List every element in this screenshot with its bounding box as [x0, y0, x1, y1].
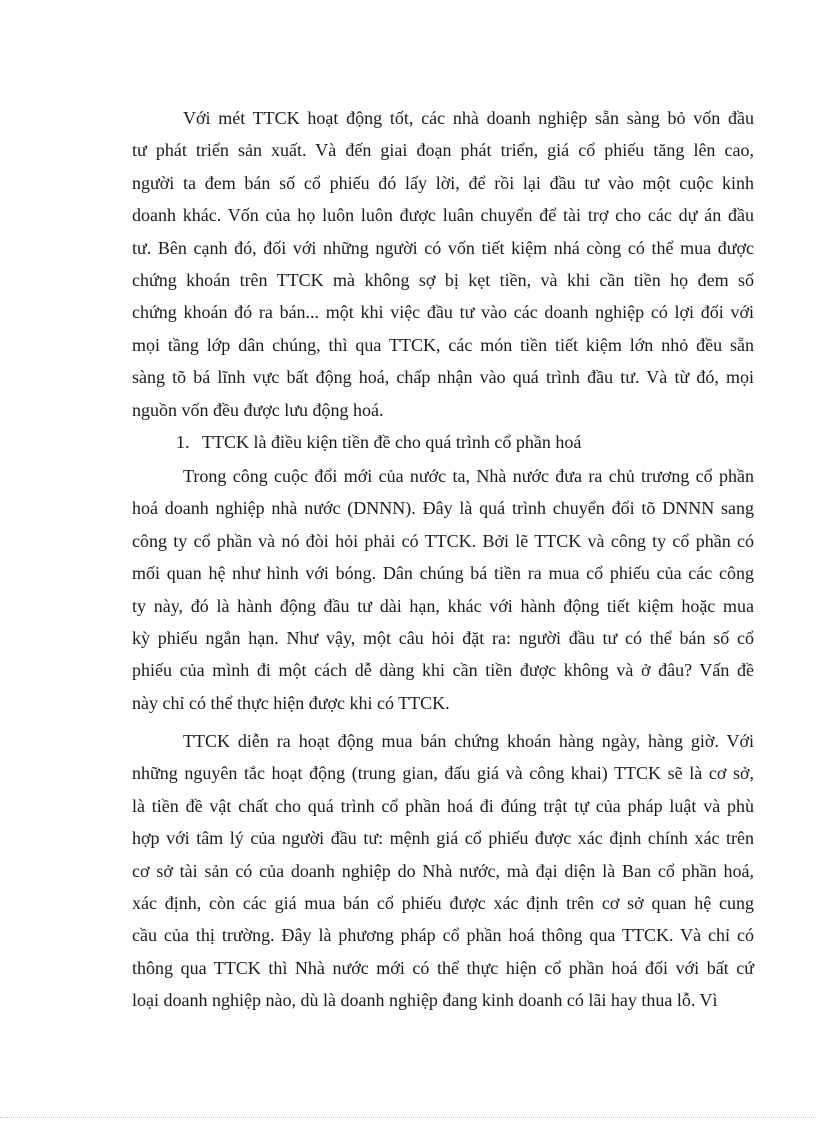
- text-line: này chỉ có thể thực hiện được khi có TTCK.: [132, 692, 450, 713]
- text-line: công ty cổ phần và nó đòi hỏi phải có TTCK. Bởi lẽ TTCK và công ty cổ phần có: [132, 530, 754, 551]
- heading-line: [132, 426, 754, 458]
- text-line: Với mét TTCK hoạt động tốt, các nhà doanh nghiệp sẵn sàng bỏ vốn đầu: [183, 108, 754, 128]
- page-bottom-rule: [0, 1117, 816, 1118]
- paragraph-2: [132, 460, 754, 719]
- text-line: nguồn vốn đều được lưu động hoá.: [132, 399, 384, 420]
- text-line: mọi tầng lớp dân chúng, thì qua TTCK, các món tiền tiết kiệm lớn nhỏ đều sẵn: [132, 334, 754, 355]
- list-number: 1.: [176, 432, 190, 452]
- text-line: xác định, còn các giá mua bán cổ phiếu được xác định trên cơ sở quan hệ cung: [132, 892, 754, 913]
- text-line: TTCK diễn ra hoạt động mua bán chứng khoán hàng ngày, hàng giờ. Với: [183, 731, 754, 751]
- text-line: doanh khác. Vốn của họ luôn luôn được luân chuyển để tài trợ cho các dự án đầu: [132, 205, 754, 226]
- text-line: những nguyên tắc hoạt động (trung gian, đấu giá và công khai) TTCK sẽ là cơ sở,: [132, 763, 754, 784]
- text-line: thông qua TTCK thì Nhà nước mới có thể thực hiện cổ phần hoá đối với bất cứ: [132, 957, 754, 978]
- paragraph-3: [132, 725, 754, 1017]
- text-line: người ta đem bán số cổ phiếu đó lấy lời, để rồi lại đầu tư vào một cuộc kinh: [132, 172, 754, 193]
- section-heading: [132, 426, 754, 458]
- paragraph-1: [132, 102, 754, 426]
- text-line: mối quan hệ như hình với bóng. Dân chúng bá tiền ra mua cổ phiếu của các công: [132, 563, 754, 584]
- text-line: ty này, đó là hành động đầu tư dài hạn, khác với hành động tiết kiệm hoặc mua: [132, 595, 754, 616]
- text-line: chứng khoán trên TTCK mà không sợ bị kẹt tiền, và khi cần tiền họ đem số: [132, 269, 754, 290]
- text-line: hoá doanh nghiệp nhà nước (DNNN). Đây là quá trình chuyển đổi tõ DNNN sang: [132, 498, 754, 519]
- text-line: hợp với tâm lý của người đầu tư: mệnh giá cổ phiếu được xác định chính xác trên: [132, 828, 754, 849]
- text-line: cầu của thị trường. Đây là phương pháp cổ phần hoá thông qua TTCK. Và chỉ có: [132, 925, 754, 946]
- text-line: cơ sở tài sản có của doanh nghiệp do Nhà nước, mà đại diện là Ban cổ phần hoá,: [132, 860, 754, 881]
- text-line: Trong công cuộc đổi mới của nước ta, Nhà nước đưa ra chủ trương cổ phần: [183, 466, 754, 486]
- text-line: kỳ phiếu ngắn hạn. Như vậy, một câu hỏi đặt ra: người đầu tư có thể bán số cổ: [132, 627, 754, 648]
- text-line: loại doanh nghiệp nào, dù là doanh nghiệp đang kinh doanh có lãi hay thua lỗ. Vì: [132, 990, 718, 1011]
- text-line: tư phát triển sản xuất. Và đến giai đoạn phát triển, giá cổ phiếu tăng lên cao,: [132, 140, 754, 161]
- text-line: là tiền đề vật chất cho quá trình cổ phần hoá đi đúng trật tự của pháp luật và phù: [132, 795, 754, 816]
- text-line: sàng tõ bá lĩnh vực bất động hoá, chấp nhận vào quá trình đầu tư. Và từ đó, mọi: [132, 367, 754, 388]
- heading-text: TTCK là điều kiện tiền đề cho quá trình cổ phần hoá: [202, 432, 582, 452]
- text-line: tư. Bên cạnh đó, đối với những người có vốn tiết kiệm nhá còng có thể mua được: [132, 237, 754, 258]
- text-line: chứng khoán đó ra bán... một khi việc đầu tư vào các doanh nghiệp có lợi đối với: [132, 302, 754, 323]
- text-line: phiếu của mình đi một cách dễ dàng khi cần tiền được không và ở đâu? Vấn đề: [132, 660, 754, 681]
